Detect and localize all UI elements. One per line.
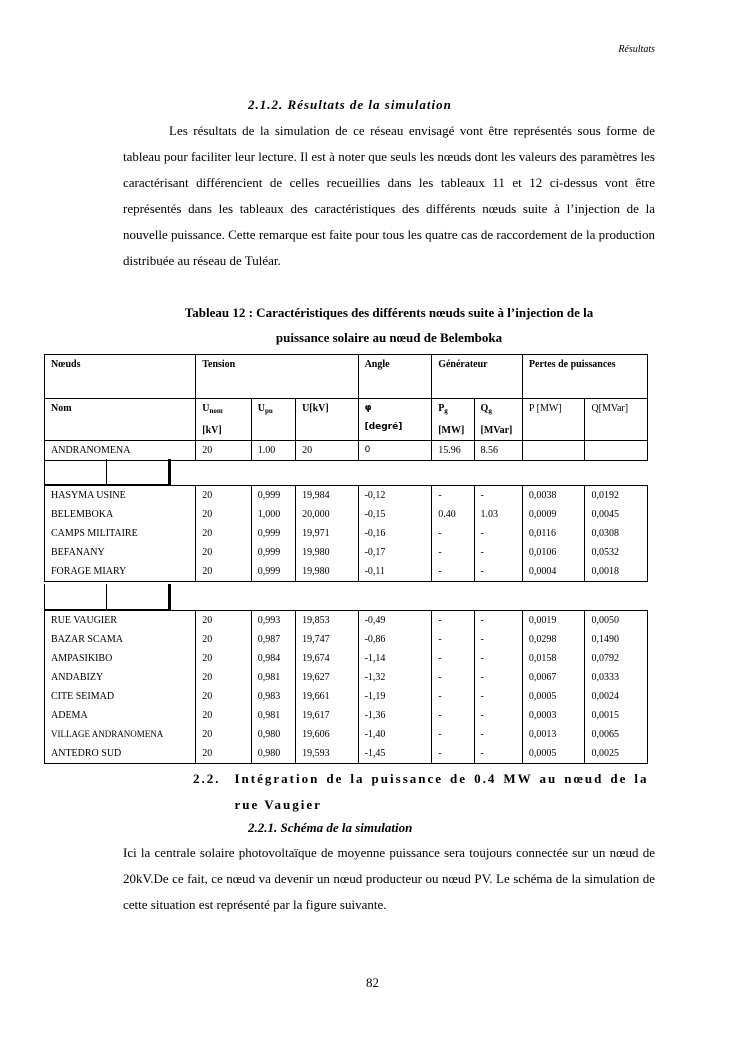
results-table-group2 bbox=[44, 610, 648, 764]
table-cell: - bbox=[432, 649, 474, 668]
table-cell: -1,40 bbox=[358, 725, 432, 744]
col-phi: φ [degré] bbox=[358, 399, 432, 441]
subsection-title: Intégration de la puissance de 0.4 MW au nœud de la rue Vaugier bbox=[234, 771, 649, 812]
table-cell: ANTEDRO SUD bbox=[45, 744, 196, 764]
table-cell bbox=[522, 441, 585, 461]
table-cell: 19,971 bbox=[296, 524, 359, 543]
table-cell: 0,984 bbox=[251, 649, 295, 668]
col-unom: $U_{nom}$ [kV] bbox=[196, 399, 251, 441]
table-cell: 19,606 bbox=[296, 725, 359, 744]
table-cell: - bbox=[474, 706, 522, 725]
table-cell: 19,627 bbox=[296, 668, 359, 687]
table-cell: 19,984 bbox=[296, 486, 359, 506]
table-cell: - bbox=[474, 649, 522, 668]
subsubsection-title: 2.2.1. Schéma de la simulation bbox=[248, 820, 413, 835]
table-cell: 20 bbox=[196, 524, 251, 543]
table-cell: - bbox=[432, 524, 474, 543]
running-header: Résultats bbox=[618, 44, 655, 55]
table-cell: 20 bbox=[196, 744, 251, 764]
table-cell bbox=[585, 441, 648, 461]
table-cell: 0,0067 bbox=[522, 668, 585, 687]
table-row bbox=[45, 486, 648, 506]
table-cell: 0,0005 bbox=[522, 744, 585, 764]
table-cell: CAMPS MILITAIRE bbox=[45, 524, 196, 543]
col-pg: $P_g$ [MW] bbox=[432, 399, 474, 441]
table-cell: 20 bbox=[196, 543, 251, 562]
table-cell: 0.40 bbox=[432, 505, 474, 524]
table-cell: 19,853 bbox=[296, 611, 359, 631]
table-cell: -1,36 bbox=[358, 706, 432, 725]
table-row bbox=[45, 744, 648, 764]
table-cell: 0,0065 bbox=[585, 725, 648, 744]
table-cell: RUE VAUGIER bbox=[45, 611, 196, 631]
table-cell: - bbox=[474, 562, 522, 582]
table-cell: 20 bbox=[196, 725, 251, 744]
table-cell: - bbox=[432, 744, 474, 764]
table-cell: -1,14 bbox=[358, 649, 432, 668]
table-cell: - bbox=[474, 668, 522, 687]
header-pertes: Pertes de puissances bbox=[522, 355, 647, 399]
table-cell: 0 bbox=[358, 441, 432, 461]
table-cell: 1,000 bbox=[251, 505, 295, 524]
table-cell: ANDABIZY bbox=[45, 668, 196, 687]
table-cell: -0,49 bbox=[358, 611, 432, 631]
table-cell: 0,0025 bbox=[585, 744, 648, 764]
table-cell: 0,0024 bbox=[585, 687, 648, 706]
table-cell: 0,999 bbox=[251, 524, 295, 543]
table-cell: 20 bbox=[196, 649, 251, 668]
table-cell: -0,16 bbox=[358, 524, 432, 543]
table-cell: 0,981 bbox=[251, 706, 295, 725]
table-row bbox=[45, 706, 648, 725]
subsection-heading bbox=[193, 766, 655, 818]
header-noeuds: Nœuds bbox=[45, 355, 196, 399]
table-cell: BELEMBOKA bbox=[45, 505, 196, 524]
subsection-number: 2.2. bbox=[193, 771, 221, 786]
table-row bbox=[45, 668, 648, 687]
table-row bbox=[45, 562, 648, 582]
table-cell: 20 bbox=[196, 441, 251, 461]
table-cell: -0,11 bbox=[358, 562, 432, 582]
page-number: 82 bbox=[366, 975, 379, 990]
table-cell: 0,0333 bbox=[585, 668, 648, 687]
table-cell: 0,999 bbox=[251, 543, 295, 562]
table-cell: - bbox=[474, 543, 522, 562]
table-cell: 19,593 bbox=[296, 744, 359, 764]
table-cell: 0,0018 bbox=[585, 562, 648, 582]
table-cell: -1,19 bbox=[358, 687, 432, 706]
table-cell: 0,0298 bbox=[522, 630, 585, 649]
table-cell: ADEMA bbox=[45, 706, 196, 725]
header-tension: Tension bbox=[196, 355, 358, 399]
table-cell: ANDRANOMENA bbox=[45, 441, 196, 461]
col-nom: Nom bbox=[45, 399, 196, 441]
table-cell: - bbox=[432, 725, 474, 744]
table-cell: - bbox=[432, 543, 474, 562]
table-row bbox=[45, 611, 648, 631]
table-cell: 19,980 bbox=[296, 543, 359, 562]
table-row bbox=[45, 630, 648, 649]
table-spacer bbox=[44, 459, 171, 485]
table-cell: 20 bbox=[196, 668, 251, 687]
table-cell: - bbox=[474, 611, 522, 631]
table-cell: 0,0106 bbox=[522, 543, 585, 562]
results-table-header bbox=[44, 354, 648, 461]
col-upu: $U_{pu}$ bbox=[251, 399, 295, 441]
table-cell: AMPASIKIBO bbox=[45, 649, 196, 668]
table-cell: 20 bbox=[196, 486, 251, 506]
table-cell: 0,0015 bbox=[585, 706, 648, 725]
table-cell: 0,0308 bbox=[585, 524, 648, 543]
table-cell: - bbox=[474, 687, 522, 706]
table-cell: - bbox=[432, 668, 474, 687]
table-cell: 20,000 bbox=[296, 505, 359, 524]
intro-paragraph: Les résultats de la simulation de ce réseau envisagé vont être représentés sous forme de tableau pour faciliter leur lecture. Il est à noter que seuls les nœuds dont les valeurs des paramètres les caractérisant différencient de celles recueillies dans les tableaux 11 et 12 ci-dessus vont être représentés dans les tableaux des caractéristiques des différents nœuds suite à l’injection de la nouvelle puissance. Cette remarque est faite pour tous les quatre cas de raccordement de la production distribuée au réseau de Tuléar. bbox=[123, 123, 655, 268]
table-cell: -0,86 bbox=[358, 630, 432, 649]
table-cell: 19,980 bbox=[296, 562, 359, 582]
table-cell: VILLAGE ANDRANOMENA bbox=[45, 725, 196, 744]
table-cell: 1.00 bbox=[251, 441, 295, 461]
source-row bbox=[45, 441, 648, 461]
table-cell: 20 bbox=[196, 706, 251, 725]
table-cell: 0,0003 bbox=[522, 706, 585, 725]
table-cell: 0,0005 bbox=[522, 687, 585, 706]
table-cell: 0,0009 bbox=[522, 505, 585, 524]
table-cell: 0,0013 bbox=[522, 725, 585, 744]
table-row bbox=[45, 524, 648, 543]
table-cell: - bbox=[432, 687, 474, 706]
table-cell: 0,1490 bbox=[585, 630, 648, 649]
table-cell: 0,981 bbox=[251, 668, 295, 687]
table-cell: - bbox=[432, 611, 474, 631]
table-cell: 0,0158 bbox=[522, 649, 585, 668]
table-cell: 0,0038 bbox=[522, 486, 585, 506]
col-qg: $Q_g$ [MVar] bbox=[474, 399, 522, 441]
table-cell: - bbox=[432, 562, 474, 582]
table-cell: 0,0045 bbox=[585, 505, 648, 524]
table-cell: 8.56 bbox=[474, 441, 522, 461]
table-cell: 0,0792 bbox=[585, 649, 648, 668]
table-cell: 20 bbox=[196, 505, 251, 524]
table-cell: 0,999 bbox=[251, 486, 295, 506]
table-cell: - bbox=[432, 630, 474, 649]
table-cell: - bbox=[432, 706, 474, 725]
table-cell: 0,983 bbox=[251, 687, 295, 706]
table-cell: - bbox=[474, 725, 522, 744]
table-cell: 20 bbox=[196, 687, 251, 706]
section-title: 2.1.2. Résultats de la simulation bbox=[248, 97, 452, 112]
table-cell: 20 bbox=[196, 611, 251, 631]
table-cell: - bbox=[432, 486, 474, 506]
table-cell: 19,661 bbox=[296, 687, 359, 706]
table-row bbox=[45, 725, 648, 744]
table-caption bbox=[123, 300, 655, 350]
table-cell: 0,0192 bbox=[585, 486, 648, 506]
table-cell: BAZAR SCAMA bbox=[45, 630, 196, 649]
table-cell: 1.03 bbox=[474, 505, 522, 524]
table-cell: 0,993 bbox=[251, 611, 295, 631]
col-q: Q[MVar] bbox=[585, 399, 648, 441]
table-cell: - bbox=[474, 524, 522, 543]
table-cell: -1,45 bbox=[358, 744, 432, 764]
table-row bbox=[45, 687, 648, 706]
table-cell: 20 bbox=[296, 441, 359, 461]
table-cell: HASYMA USINE bbox=[45, 486, 196, 506]
table-cell: - bbox=[474, 630, 522, 649]
header-generateur: Générateur bbox=[432, 355, 523, 399]
table-cell: 20 bbox=[196, 630, 251, 649]
table-cell: -0,12 bbox=[358, 486, 432, 506]
table-cell: -1,32 bbox=[358, 668, 432, 687]
table-cell: 0,0050 bbox=[585, 611, 648, 631]
header-angle: Angle bbox=[358, 355, 432, 399]
table-cell: -0,15 bbox=[358, 505, 432, 524]
table-cell: - bbox=[474, 744, 522, 764]
table-cell: FORAGE MIARY bbox=[45, 562, 196, 582]
table-cell: 20 bbox=[196, 562, 251, 582]
table-cell: 0,980 bbox=[251, 744, 295, 764]
table-cell: 19,747 bbox=[296, 630, 359, 649]
table-spacer bbox=[44, 584, 171, 610]
table-row bbox=[45, 649, 648, 668]
table-row bbox=[45, 543, 648, 562]
table-cell: CITE SEIMAD bbox=[45, 687, 196, 706]
table-cell: -0,17 bbox=[358, 543, 432, 562]
table-cell: 19,674 bbox=[296, 649, 359, 668]
table-caption-line2: puissance solaire au nœud de Belemboka bbox=[275, 330, 503, 345]
table-cell: 15.96 bbox=[432, 441, 474, 461]
results-table-group1 bbox=[44, 485, 648, 582]
table-cell: 0,0532 bbox=[585, 543, 648, 562]
table-cell: 0,980 bbox=[251, 725, 295, 744]
table-cell: 0,0004 bbox=[522, 562, 585, 582]
table-cell: BEFANANY bbox=[45, 543, 196, 562]
table-cell: 0,987 bbox=[251, 630, 295, 649]
table-cell: 0,0116 bbox=[522, 524, 585, 543]
table-cell: 0,999 bbox=[251, 562, 295, 582]
table-cell: - bbox=[474, 486, 522, 506]
table-cell: 0,0019 bbox=[522, 611, 585, 631]
col-ukv: U[kV] bbox=[296, 399, 359, 441]
body-paragraph: Ici la centrale solaire photovoltaïque de moyenne puissance sera toujours connectée sur un nœud de 20kV.De ce fait, ce nœud va devenir un nœud producteur ou nœud PV. Le schéma de la simulation de cette situation est représenté par la figure suivante. bbox=[123, 845, 655, 912]
table-cell: 19,617 bbox=[296, 706, 359, 725]
table-caption-line1: Tableau 12 : Caractéristiques des différents nœuds suite à l’injection de la bbox=[184, 305, 594, 320]
table-row bbox=[45, 505, 648, 524]
col-p: P [MW] bbox=[522, 399, 585, 441]
